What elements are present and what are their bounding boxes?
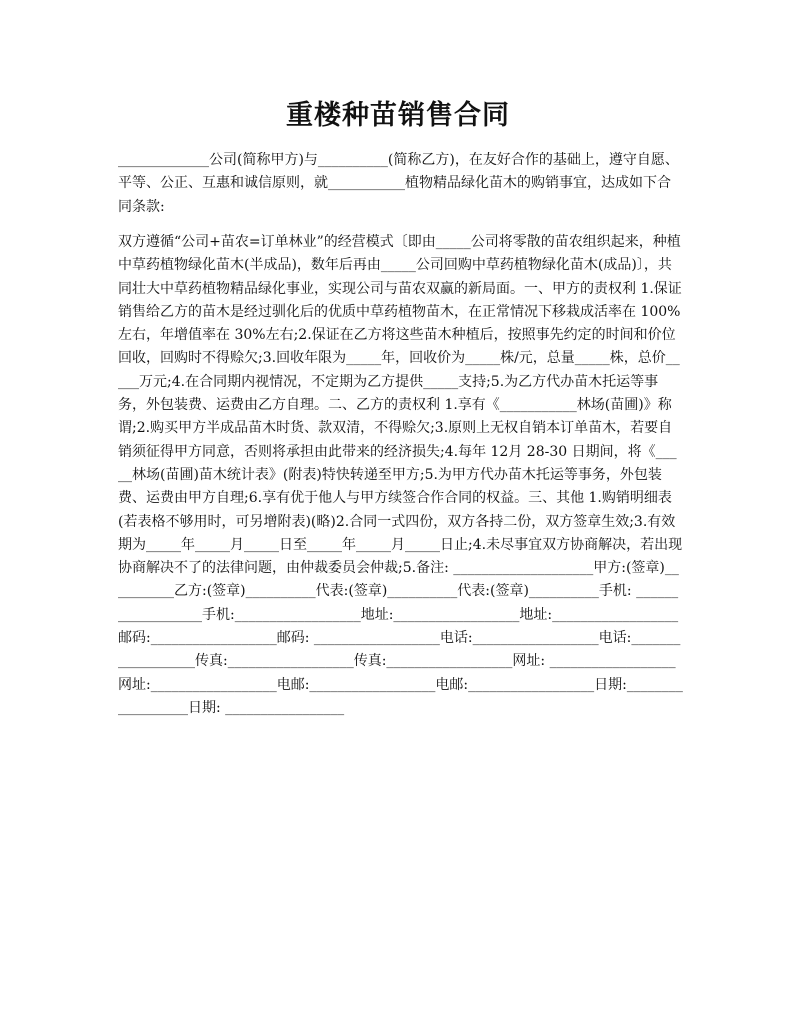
terms-paragraph: 双方遵循“公司+苗农=订单林业”的经营模式〔即由_____公司将零散的苗农组织起来，种植中草药植物绿化苗木(半成品)，数年后再由_____公司回购中草药植物绿化苗木(成品)〕，共同壮大中草药植物精品绿化事业，实现公司与苗农双赢的新局面。一、甲方的责权利 1.保证销售给乙方的苗木是经过驯化后的优质中草药植物苗木，在正常情况下移栽成活率在 100%左右，年增值率在 30%左右;2.保证在乙方将这些苗木种植后，按照事先约定的时间和价位回收，回购时不得赊欠;3.回收年限为_____年，回收价为_____株/元，总量_____株，总价_____万元;4.在合同期内视情况，不定期为乙方提供_____支持;5.为乙方代办苗木托运等事务，外包装费、运费由乙方自理。二、乙方的责权利 1.享有《___________林场(苗圃)》称谓;2.购买甲方半成品苗木时货、款双清，不得赊欠;3.原则上无权自销本订单苗木，若要自销须征得甲方同意，否则将承担由此带来的经济损失;4.每年 12月 28-30 日期间，将《_____林场(苗圃)苗木统计表》(附表)特快转递至甲方;5.为甲方代办苗木托运等事务，外包装费、运费由甲方自理;6.享有优于他人与甲方续签合作合同的权益。三、其他 1.购销明细表(若表格不够用时，可另增附表)(略)2.合同一式四份，双方各持二份，双方签章生效;3.有效期为_____年_____月_____日至_____年_____月_____日止;4.未尽事宜双方协商解决，若出现协商解决不了的法律问题，由仲裁委员会仲裁;5.备注: ____________________甲方:(签章)__________乙方:(签章)__________代表:(签章)__________代表:(签章)__________手机: __________________手机:__________________地址:__________________地址:__________________邮码:__________________邮码: __________________电话:__________________电话:__________________传真:__________________传真:__________________网址: __________________网址:__________________电邮:__________________电邮:__________________日期:__________________日期: _________________: [118, 234, 683, 716]
document-title: 重楼种苗销售合同: [286, 100, 510, 131]
intro-paragraph: _____________公司(简称甲方)与__________(简称乙方)，在友好合作的基础上，遵守自愿、平等、公正、互惠和诚信原则，就___________植物精品绿化苗木的购销事宜，达成如下合同条款:: [118, 152, 679, 215]
